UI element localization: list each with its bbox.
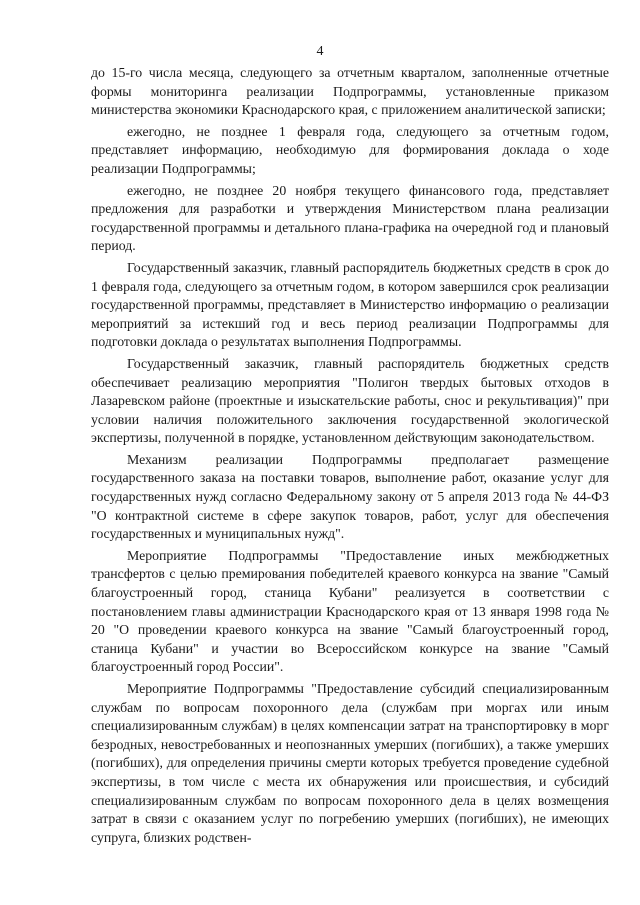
paragraph-contest-transfers: Мероприятие Подпрограммы "Предоставление иных межбюджетных трансфертов с целью премирования победителей краевого конкурса на звание "Самый благоустроенный город, станица Кубани" реализуется в соответствии с постановлением главы администрации Краснодарского края от 13 января 1998 года № 20 "О проведении краевого конкурса на звание "Самый благоустроенный город, станица Кубани" и участии во Всероссийском конкурсе на звание "Самый благоустроенный город России". — [91, 547, 609, 675]
paragraph-funeral-subsidies: Мероприятие Подпрограммы "Предоставление субсидий специализированным службам по вопросам похоронного дела (службам при моргах или иным специализированным службам) в целях компенсации затрат на транспортировку в морг безродных, невостребованных и неопознанных умерших (погибших), а также умерших (погибших), для определения причины смерти которых требуется проведение судебной экспертизы, в том числе с места их обнаружения или происшествия, и субсидий специализированным службам по вопросам похоронного дела в целях возмещения затрат в связи с оказанием услуг по погребению умерших (погибших), не имеющих супруга, близких родствен- — [91, 681, 609, 845]
paragraph-annual-november: ежегодно, не позднее 20 ноября текущего финансового года, представляет предложения для разработки и утверждения Министерством плана реализации государственной программы и детального плана-графика на очередной год и плановый период. — [91, 182, 609, 254]
paragraph-annual-february: ежегодно, не позднее 1 февраля года, следующего за отчетным годом, представляет информацию, необходимую для формирования доклада о ходе реализации Подпрограммы; — [91, 123, 609, 176]
paragraph-landfill-measure: Государственный заказчик, главный распорядитель бюджетных средств обеспечивает реализацию мероприятия "Полигон твердых бытовых отходов в Лазаревском районе (проектные и изыскательские работы, снос и рекультивация)" при условии наличия положительного заключения государственной экологической экспертизы, полученной в порядке, установленном действующим законодательством. — [91, 355, 609, 446]
paragraph-procurement-mechanism: Механизм реализации Подпрограммы предполагает размещение государственного заказа на поставки товаров, выполнение работ, оказание услуг для государственных нужд согласно Федеральному закону от 5 апреля 2013 года № 44-ФЗ "О контрактной системе в сфере закупок товаров, работ, услуг для обеспечения государственных и муниципальных нужд". — [91, 451, 609, 542]
page-number: 4 — [316, 44, 324, 59]
body-text — [91, 64, 609, 850]
paragraph-state-customer-report: Государственный заказчик, главный распорядитель бюджетных средств в срок до 1 февраля года, следующего за отчетным годом, в котором завершился срок реализации государственной программы, представляет в Министерство информацию о реализации мероприятий за истекший год и весь период реализации Подпрограммы для подготовки доклада о результатах выполнения Подпрограммы. — [91, 259, 609, 350]
paragraph-quarterly-reports: до 15-го числа месяца, следующего за отчетным кварталом, заполненные отчетные формы мониторинга реализации Подпрограммы, установленные приказом министерства экономики Краснодарского края, с приложением аналитической записки; — [91, 65, 609, 118]
